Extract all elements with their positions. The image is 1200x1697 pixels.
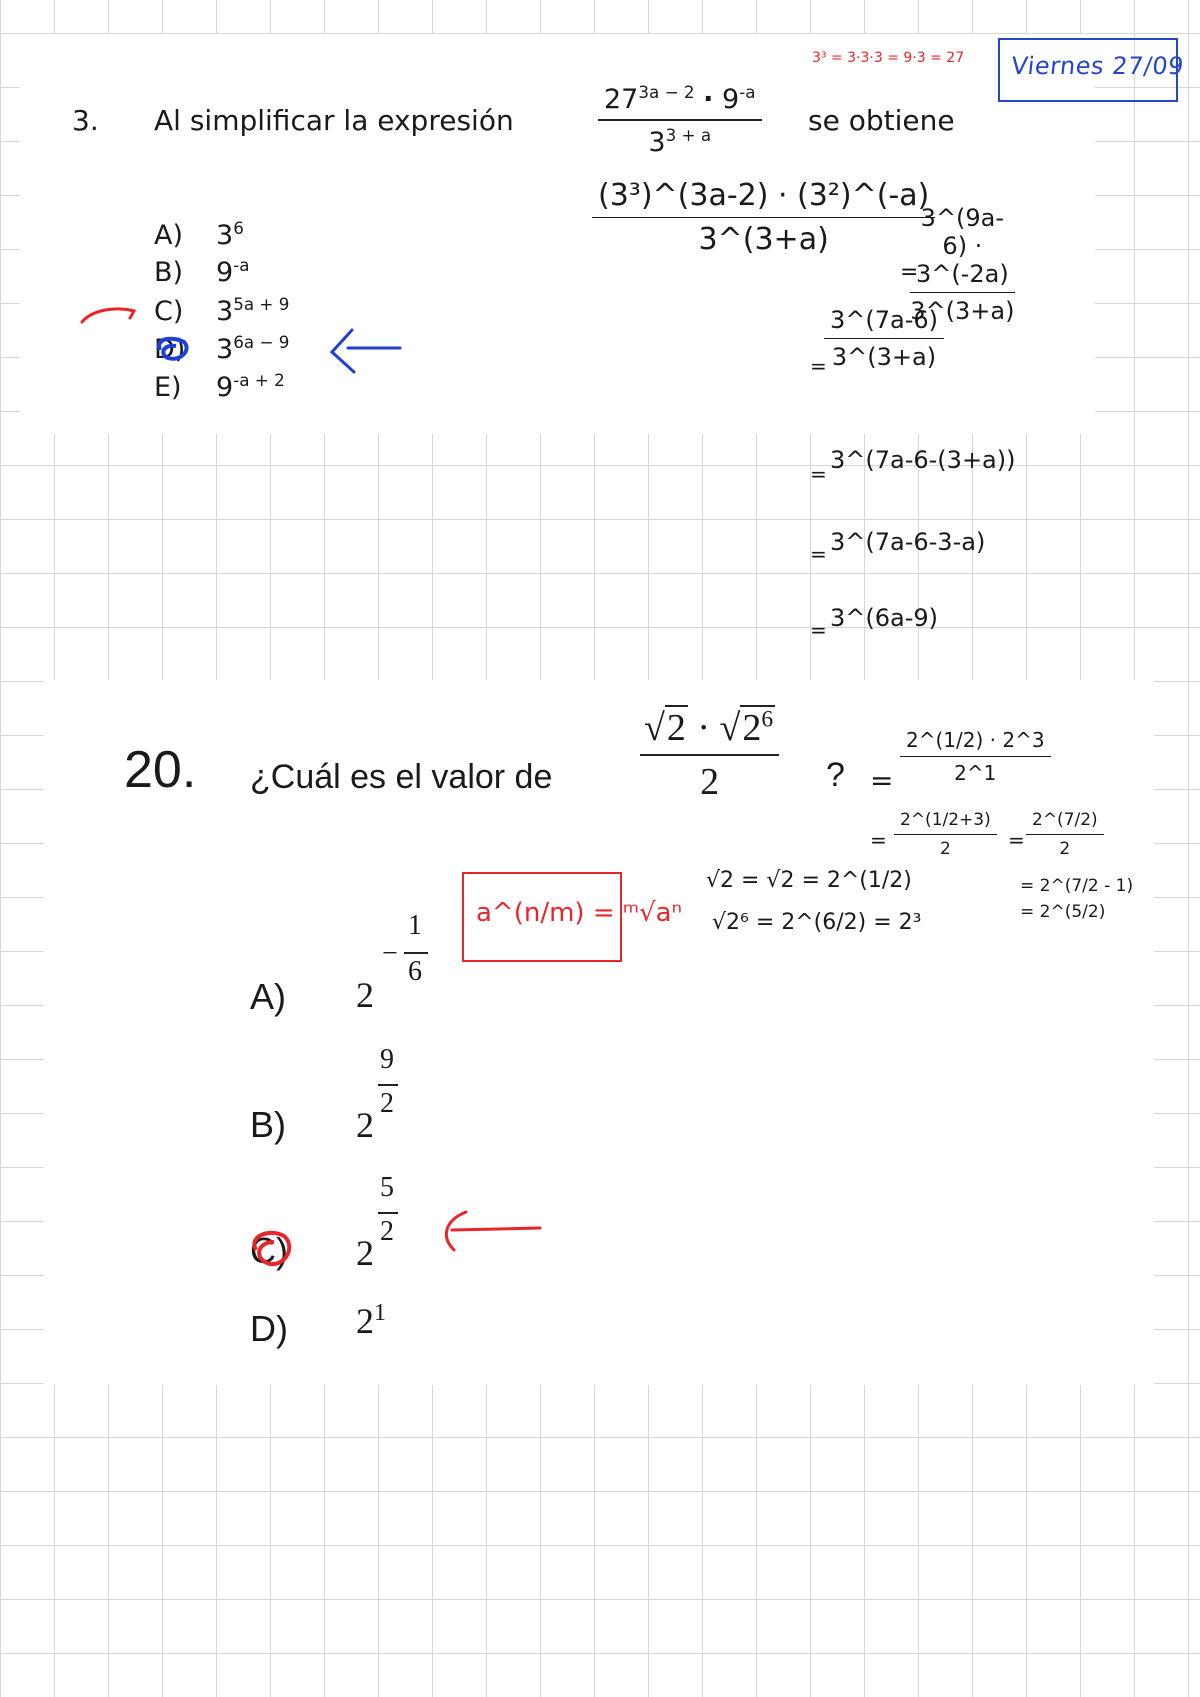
option-exponent: -a + 2 — [233, 370, 285, 390]
work-q20-step4: = 2^(7/2 - 1) — [1020, 876, 1134, 896]
question20-option-b-label[interactable]: B) — [250, 1104, 286, 1145]
root2-exponent: 6 — [761, 706, 774, 733]
option-exponent: 5a + 9 — [233, 294, 290, 314]
work-step1-numerator: (3³)^(3a-2) · (3²)^(-a) — [592, 178, 935, 218]
question20-denominator: 2 — [700, 761, 720, 803]
work-equal-1: = — [900, 260, 919, 285]
option-exponent: 1 — [374, 1300, 386, 1326]
option-base: 9 — [216, 257, 234, 288]
question20-number: 20. — [124, 741, 197, 799]
numerator-base-9: 9 — [722, 84, 740, 115]
option-exponent-bar — [404, 952, 428, 954]
option-exponent-numerator: 9 — [380, 1044, 394, 1075]
root2-base: 2 — [742, 707, 762, 749]
red-selection-circle-icon — [254, 1233, 289, 1264]
option-base: 2 — [356, 1105, 374, 1145]
option-exponent: 6a − 9 — [233, 332, 290, 352]
root2-radicand — [740, 705, 775, 749]
work-equal-5: = — [810, 618, 827, 642]
numerator-dot: · — [703, 84, 714, 115]
denominator-base: 3 — [648, 127, 666, 158]
question3-number: 3. — [72, 104, 99, 137]
root-conversion-line1: √2 = √2 = 2^(1/2) — [706, 868, 912, 893]
option-base: 3 — [216, 220, 234, 251]
work-step1 — [592, 178, 935, 257]
work-q20-step5: = 2^(5/2) — [1020, 902, 1106, 922]
option-exponent-denominator: 2 — [380, 1216, 394, 1247]
option-label: B) — [154, 257, 184, 288]
option-exponent-numerator: 1 — [408, 910, 422, 941]
question3-suffix: se obtiene — [808, 104, 955, 137]
question20-prompt: ¿Cuál es el valor de — [250, 758, 553, 796]
option-base: 3 — [216, 334, 234, 365]
option-exponent: -a — [233, 255, 250, 275]
work-step3 — [824, 306, 944, 371]
question20-option-a-value[interactable] — [356, 910, 446, 1020]
work-step1-denominator: 3^(3+a) — [698, 222, 829, 257]
work-step3-denominator: 3^(3+a) — [831, 343, 937, 371]
denominator-exponent: 3 + a — [665, 125, 712, 145]
blue-selection-circle-icon — [159, 339, 186, 359]
work-q20-step1 — [900, 728, 1051, 785]
option-exponent-denominator: 6 — [408, 956, 422, 987]
numerator-exponent-2: -a — [739, 82, 756, 102]
question20-option-c-label[interactable]: C) — [250, 1230, 288, 1271]
date-text: Viernes 27/09 — [1009, 52, 1186, 80]
question20-ink-marks — [0, 1180, 600, 1300]
work-equal-3: = — [810, 462, 827, 486]
work-q20-step1-denominator: 2^1 — [954, 761, 997, 785]
option-label: A) — [154, 220, 184, 251]
work-q20-step5-value: 2^(5/2) — [1039, 902, 1106, 922]
question20-option-a-label[interactable]: A) — [250, 976, 286, 1017]
work-equal-4: = — [810, 542, 827, 566]
work-q20-step2 — [894, 810, 997, 859]
work-q20-step3-numerator: 2^(7/2) — [1026, 810, 1104, 835]
blue-arrow-icon — [332, 330, 400, 372]
option-exponent-bar — [378, 1084, 398, 1086]
question20-numerator — [640, 706, 779, 756]
option-base: 2 — [356, 1301, 374, 1341]
question20-suffix: ? — [826, 756, 845, 794]
work-equal-b: = — [870, 828, 887, 852]
work-step6: 3^(6a-9) — [830, 604, 939, 632]
option-base: 9 — [216, 372, 234, 403]
red-check-mark-icon — [82, 309, 134, 322]
power-rule-box — [462, 872, 682, 962]
root-conversion-line2: √2⁶ = 2^(6/2) = 2³ — [712, 910, 922, 935]
red-arrow-icon — [446, 1212, 540, 1250]
red-power-note: 3³ = 3·3·3 = 9·3 = 27 — [812, 50, 965, 66]
work-step4: 3^(7a-6-(3+a)) — [830, 446, 1016, 474]
work-q20-step1-numerator: 2^(1/2) · 2^3 — [900, 728, 1051, 757]
question3-work — [592, 178, 1016, 648]
work-equal-c: = — [1008, 828, 1025, 852]
sqrt-icon: √ — [719, 707, 741, 749]
option-label: C) — [154, 296, 184, 327]
question20-option-d-label[interactable]: D) — [250, 1308, 288, 1349]
work-step5: 3^(7a-6-3-a) — [830, 528, 986, 556]
question20-expression — [640, 706, 779, 804]
sqrt-icon: √ — [644, 707, 665, 749]
option-exponent: 6 — [233, 218, 244, 238]
option-label: E) — [154, 372, 182, 403]
option-exponent-sign: − — [382, 938, 398, 969]
work-step2-denominator: 3^(3+a) — [910, 297, 1015, 325]
work-q20-step2-numerator: 2^(1/2+3) — [894, 810, 997, 835]
work-step2-numerator: 3^(9a-6) · 3^(-2a) — [910, 204, 1015, 293]
question20-option-b-value[interactable] — [356, 1040, 426, 1150]
work-equal-a: = — [870, 764, 894, 797]
option-label: D) — [154, 334, 186, 365]
work-equal-2: = — [810, 354, 827, 378]
power-rule-text: a^(n/m) = ᵐ√aⁿ — [476, 898, 682, 928]
work-q20-step4-value: 2^(7/2 - 1) — [1039, 876, 1134, 896]
work-q20-step2-denominator: 2 — [939, 839, 951, 859]
work-step3-numerator: 3^(7a-6) — [824, 306, 944, 339]
question3-prompt: Al simplificar la expresión — [154, 104, 514, 137]
work-q20-step3 — [1026, 810, 1104, 859]
work-q20-step3-denominator: 2 — [1059, 839, 1071, 859]
numerator-dot: · — [697, 707, 711, 749]
question20-option-d-value[interactable] — [356, 1300, 386, 1342]
option-exponent-numerator: 5 — [380, 1172, 394, 1203]
option-base: 2 — [356, 975, 374, 1015]
question20-work — [870, 716, 1200, 926]
option-base: 2 — [356, 1233, 374, 1273]
option-exponent-denominator: 2 — [380, 1088, 394, 1119]
numerator-exponent-1: 3a − 2 — [638, 82, 695, 102]
option-base: 3 — [216, 296, 234, 327]
root1-radicand: 2 — [666, 707, 686, 749]
numerator-base-27: 27 — [604, 84, 639, 115]
